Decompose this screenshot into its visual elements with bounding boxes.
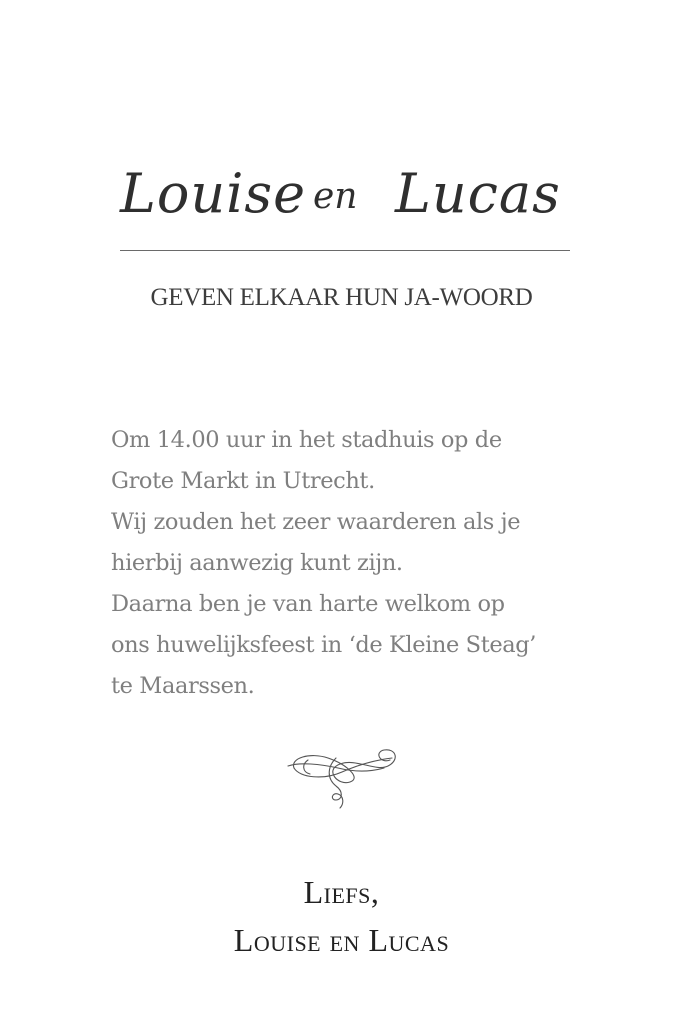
body-line: ons huwelijksfeest in ‘de Kleine Steag’	[111, 632, 537, 658]
couple-names-script	[0, 138, 683, 234]
body-line: te Maarssen.	[111, 673, 255, 699]
subtitle: GEVEN ELKAAR HUN JA-WOORD	[150, 284, 533, 311]
body-line: Grote Markt in Utrecht.	[111, 468, 375, 494]
body-line: Daarna ben je van harte welkom op	[111, 591, 505, 617]
couple-names-heading	[0, 138, 683, 234]
name-two: Lucas	[395, 162, 561, 225]
connector-word: en	[313, 176, 358, 217]
title-divider	[120, 250, 570, 251]
closing-signature: Louise en Lucas	[233, 922, 450, 958]
body-line: Wij zouden het zeer waarderen als je	[111, 509, 521, 535]
flourish-ornament-icon	[280, 738, 405, 816]
body-line: Om 14.00 uur in het stadhuis op de	[111, 427, 502, 453]
name-one: Louise	[120, 162, 307, 225]
closing-block	[0, 868, 683, 964]
closing-greeting: Liefs,	[303, 874, 380, 910]
body-line: hierbij aanwezig kunt zijn.	[111, 550, 403, 576]
invitation-body	[111, 420, 581, 707]
